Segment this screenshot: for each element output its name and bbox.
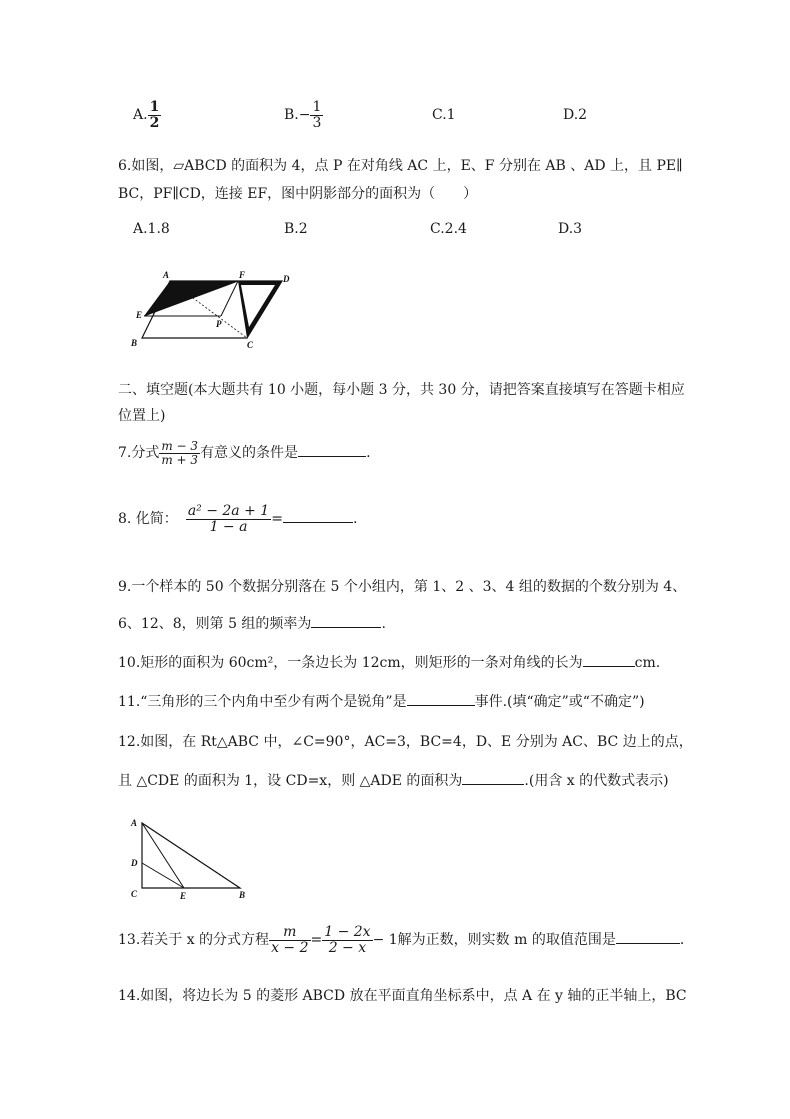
q7-answer-blank (298, 444, 366, 457)
q13: 13.若关于 x 的分式方程 $\frac{m}{x - 2}$ = $\frac{1 - 2x}{2 - x}$ − 1解为正数，则实数 m 的取值范围是 . (118, 924, 685, 956)
q7-denominator: m + 3 (161, 452, 199, 467)
q5-b-denominator: 3 (312, 114, 322, 131)
section2-line2: 位置上) (118, 408, 166, 424)
q6-option-b: B.2 (284, 221, 308, 237)
label-d: D (131, 858, 138, 868)
q6-option-c: C.2.4 (430, 221, 467, 237)
q5-option-d: D.2 (563, 107, 588, 123)
q8-numerator: a² − 2a + 1 (187, 503, 270, 519)
q11-answer-blank (407, 693, 475, 706)
q8-denominator: 1 − a (186, 519, 271, 535)
q5-a-denominator: 2 (149, 114, 160, 131)
q13-rhs-denominator: 2 − x (322, 940, 372, 956)
q12-triangle-figure (128, 815, 258, 901)
q9-answer-blank (311, 615, 381, 628)
q13-rhs-numerator: 1 − 2x (324, 924, 371, 940)
q7-numerator: m − 3 (161, 439, 199, 453)
label-e: E (136, 310, 143, 320)
q14-line1: 14.如图，将边长为 5 的菱形 ABCD 放在平面直角坐标系中，点 A 在 y 轴的正半轴上，BC (118, 988, 687, 1004)
q13-lhs-denominator: x − 2 (271, 939, 309, 956)
q5-a-numerator: 1 (149, 99, 160, 115)
q9-line2: 6、12、8，则第 5 组的频率为 . (118, 616, 386, 632)
label-c: C (247, 340, 254, 350)
q10: 10.矩形的面积为 60cm²，一条边长为 12cm，则矩形的一条对角线的长为 cm. (118, 655, 661, 671)
label-p: P (216, 319, 222, 329)
q5-b-numerator: 1 (312, 99, 322, 115)
q8-answer-blank (283, 510, 353, 523)
label-b: B (239, 890, 246, 900)
label-d: D (283, 274, 290, 284)
q13-answer-blank (616, 931, 680, 944)
label-c: C (131, 889, 138, 899)
q10-answer-blank (583, 654, 635, 667)
section2-line1: 二、填空题(本大题共有 10 小题，每小题 3 分，共 30 分，请把答案直接填写在答题卡相应 (118, 382, 685, 398)
q5-option-b: B.− $\frac{1}{3}$ (284, 99, 322, 131)
q5-option-a: A. $\frac{1}{2}$ (133, 99, 160, 131)
label-b: B (131, 338, 138, 348)
q6-option-a: A.1.8 (133, 221, 170, 237)
q12-answer-blank (462, 772, 524, 785)
q13-lhs-numerator: m (283, 924, 297, 940)
q6-line2: BC，PF∥CD，连接 EF，图中阴影部分的面积为（ ） (118, 186, 478, 202)
q5-option-c: C.1 (432, 107, 456, 123)
q6-option-d: D.3 (558, 221, 583, 237)
q12-line1: 12.如图，在 Rt△ABC 中，∠C=90°，AC=3，BC=4，D、E 分别为 AC、BC 边上的点， (118, 734, 693, 750)
label-a: A (131, 818, 138, 828)
q6-line1: 6.如图，▱ABCD 的面积为 4，点 P 在对角线 AC 上，E、F 分别在 AB 、AD 上，且 PE∥ (118, 158, 683, 174)
q9-line1: 9.一个样本的 50 个数据分别落在 5 个小组内，第 1、2 、3、4 组的数据的个数分别为 4、 (118, 579, 687, 595)
q12-line2: 且 △CDE 的面积为 1，设 CD=x，则 △ADE 的面积为 .(用含 x 的代数式表示) (118, 773, 669, 789)
q8: 8. 化简： $\frac{\text{a² − 2a + 1}}{1 - a}$ = . (118, 503, 358, 535)
q11: 11.“三角形的三个内角中至少有两个是锐角”是 事件.(填“确定”或“不确定”) (118, 694, 645, 710)
label-e: E (180, 891, 187, 901)
label-f: F (239, 270, 246, 280)
q7: 7.分式 $\frac{m - 3}{m + 3}$ 有意义的条件是 . (118, 439, 371, 467)
q6-parallelogram-figure (125, 266, 295, 352)
label-a: A (163, 270, 170, 280)
